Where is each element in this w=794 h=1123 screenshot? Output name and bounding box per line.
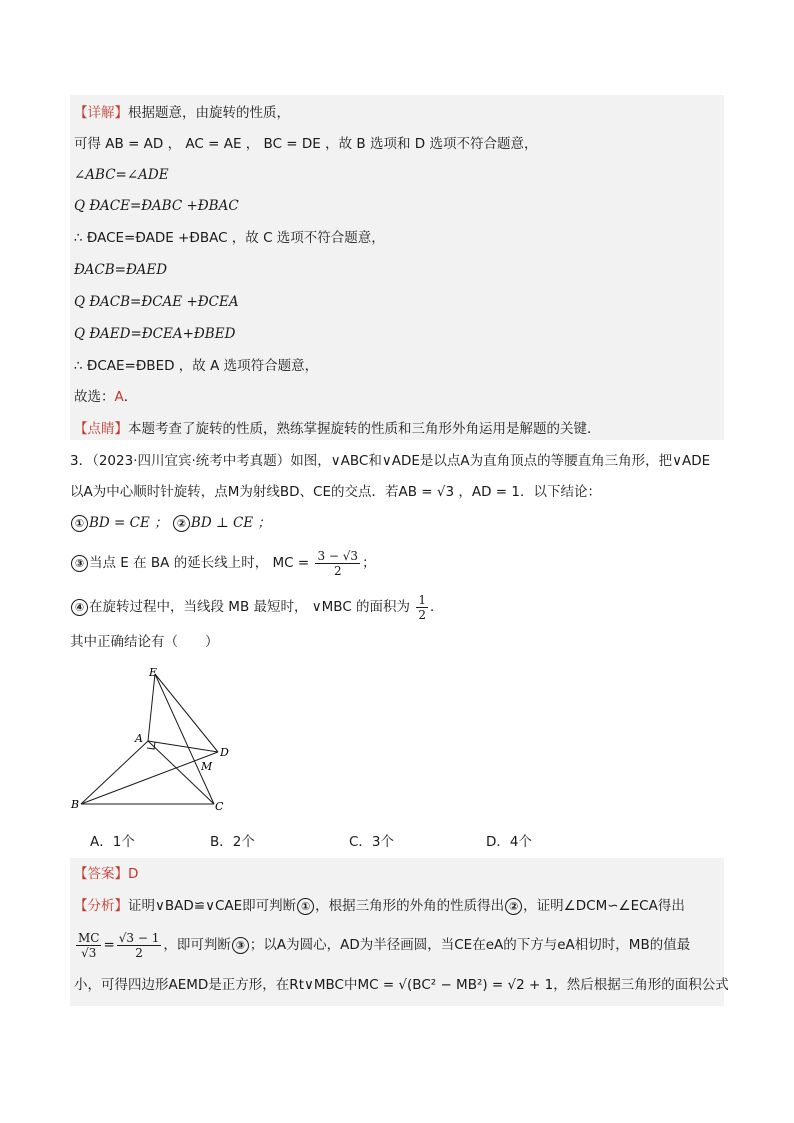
- analysis2-line-2: [74, 928, 690, 962]
- segment-ED: [155, 674, 218, 752]
- selection-line: [74, 387, 137, 407]
- conclusion-3-numerator: 3 − √3: [317, 548, 359, 563]
- answer-line: [74, 864, 138, 884]
- right-angle-mark: [147, 742, 155, 749]
- options-row: [90, 832, 690, 852]
- label-A: A: [135, 732, 143, 745]
- ratio-left-denominator: √3: [81, 945, 97, 960]
- option-a: A．1个: [90, 834, 135, 850]
- circled-number-4: ④: [71, 599, 88, 616]
- analysis2-text-e: ；以A为圆心，AD为半径画圆，当CE在eA的下方与eA相切时，MB的值最: [249, 937, 691, 953]
- circled-number-1: ①: [71, 515, 88, 532]
- ratio-right-numerator: √3 − 1: [118, 930, 160, 945]
- analysis2-line-1: [74, 896, 685, 916]
- ratio-right-denominator: 2: [135, 945, 143, 960]
- analysis-line-8: ∴ ÐCAE=ÐBED ，故 A 选项符合题意，: [74, 358, 319, 374]
- conclusion-2: BD ⊥ CE ；: [190, 515, 271, 531]
- selection-suffix: ．: [123, 389, 138, 405]
- ratio-equals: =: [103, 937, 115, 953]
- ratio-left-numerator: MC: [78, 930, 100, 945]
- question-line-1: 3．（2023·四川宜宾·统考中考真题）如图，∨ABC和∨ADE是以点A为直角顶点的等腰直角三角形，把∨ADE: [70, 453, 711, 469]
- analysis-line-5: ÐACB=ÐAED: [74, 262, 168, 278]
- selection-answer: A: [114, 389, 124, 405]
- analysis-line-6: Q ÐACB=ÐCAE +ÐCEA: [74, 294, 239, 310]
- label-E: E: [149, 666, 158, 679]
- analysis2-text-b: ，根据三角形的外角的性质得出: [315, 898, 505, 914]
- label-M: M: [201, 760, 213, 773]
- conclusion-3-suffix: ；: [362, 555, 376, 571]
- selection-prefix: 故选：: [74, 389, 115, 405]
- analysis-line-3: Q ÐACE=ÐABC +ÐBAC: [74, 198, 239, 214]
- conclusion-3-denominator: 2: [333, 563, 342, 578]
- conclusion-4-suffix: ．: [430, 599, 444, 615]
- analysis-line-4: ∴ ÐACE=ÐADE +ÐBAC ，故 C 选项不符合题意，: [74, 230, 385, 246]
- comment-line: [74, 419, 601, 439]
- analysis2-text-d: ，即可判断: [163, 937, 231, 953]
- conclusion-1-2: [70, 513, 271, 533]
- conclusion-4-fraction: [416, 593, 428, 622]
- analysis2-text-a: 证明∨BAD≌∨CAE即可判断: [128, 898, 297, 914]
- question-prompt: 其中正确结论有（ ）: [70, 634, 219, 650]
- ratio-fraction-left: [76, 931, 101, 960]
- analysis-line-2: ∠ABC=∠ADE: [74, 167, 169, 183]
- circled-number-2: ②: [173, 515, 190, 532]
- conclusion-4-numerator: 1: [418, 592, 426, 607]
- option-d: D．4个: [486, 834, 532, 850]
- analysis2-line-3: 小，可得四边形AEMD是正方形，在Rt∨MBC中MC = √(BC² − MB²) = √2 + 1，然后根据三角形的面积公式: [74, 977, 729, 993]
- analysis2-text-c: ，证明∠DCM∽∠ECA得出: [523, 898, 685, 914]
- conclusion-4: [70, 592, 444, 622]
- conclusion-3-fraction: [315, 549, 360, 578]
- analysis-line-7: Q ÐAED=ÐCEA+ÐBED: [74, 326, 236, 342]
- ratio-fraction-right: [117, 931, 162, 960]
- label-B: B: [71, 798, 80, 811]
- segment-EA: [148, 674, 155, 741]
- circled-number-3: ③: [71, 555, 88, 572]
- analysis-line-1: 可得 AB = AD ， AC = AE ， BC = DE ，故 B 选项和 D 选项不符合题意，: [74, 136, 538, 152]
- segment-BD: [81, 752, 218, 804]
- detail-text: 根据题意，由旋转的性质，: [128, 105, 290, 121]
- analysis-tag: 【分析】: [74, 898, 128, 914]
- conclusion-3-text: 当点 E 在 BA 的延长线上时， MC =: [89, 555, 310, 571]
- detail-line: [74, 103, 290, 123]
- segment-BA: [81, 741, 148, 804]
- conclusion-3: [70, 548, 376, 578]
- answer-tag: 【答案】: [74, 866, 128, 882]
- comment-text: 本题考查了旋转的性质，熟练掌握旋转的性质和三角形外角运用是解题的关键．: [128, 421, 601, 437]
- answer-value: D: [128, 866, 139, 882]
- label-C: C: [215, 800, 224, 813]
- conclusion-4-text: 在旋转过程中，当线段 MB 最短时， ∨MBC 的面积为: [89, 599, 411, 615]
- comment-tag: 【点睛】: [74, 421, 128, 437]
- conclusion-4-denominator: 2: [418, 607, 426, 622]
- option-b: B．2个: [210, 834, 255, 850]
- geometry-figure: [62, 662, 242, 822]
- option-c: C．3个: [349, 834, 395, 850]
- circled-number-1b: ①: [297, 898, 314, 915]
- detail-tag: 【详解】: [74, 105, 128, 121]
- conclusion-1: BD = CE ；: [89, 515, 168, 531]
- segment-EC: [155, 674, 214, 804]
- circled-number-2b: ②: [505, 898, 522, 915]
- question-line-2: 以A为中心顺时针旋转，点M为射线BD、CE的交点．若AB = √3 ，AD = 1．以下结论：: [70, 484, 601, 500]
- circled-number-3b: ③: [232, 937, 249, 954]
- label-D: D: [220, 746, 229, 759]
